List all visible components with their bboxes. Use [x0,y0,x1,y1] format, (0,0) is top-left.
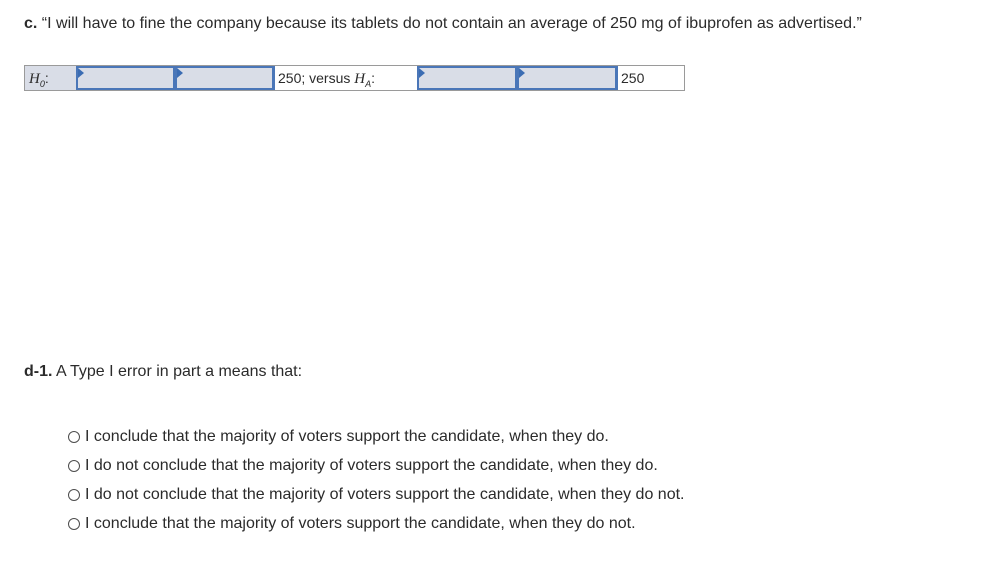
radio-button-icon[interactable] [68,518,80,530]
question-c [24,14,862,34]
h0-symbol: H [29,71,40,87]
answer-option[interactable] [68,451,684,480]
h0-parameter-dropdown[interactable] [76,66,175,90]
radio-button-icon[interactable] [68,460,80,472]
ha-symbol: H [354,71,366,87]
dropdown-arrow-icon [419,68,425,78]
ha-subscript: A [365,78,372,89]
dropdown-arrow-icon [519,68,525,78]
ha-parameter-dropdown[interactable] [417,66,517,90]
answer-option-label: I conclude that the majority of voters support the candidate, when they do not. [85,514,636,532]
answer-option-label: I do not conclude that the majority of voters support the candidate, when they do not. [85,485,685,503]
dropdown-arrow-icon [78,68,84,78]
answer-options [68,422,684,538]
answer-option[interactable] [68,422,684,451]
h0-subscript: 0 [39,78,45,89]
h0-operator-dropdown[interactable] [175,66,274,90]
radio-button-icon[interactable] [68,489,80,501]
dropdown-arrow-icon [177,68,183,78]
ha-operator-dropdown[interactable] [517,66,617,90]
radio-button-icon[interactable] [68,431,80,443]
h0-value-and-ha-label [274,66,417,90]
h0-label [25,66,76,90]
question-d1 [24,362,302,382]
answer-option-label: I conclude that the majority of voters support the candidate, when they do. [85,427,609,445]
question-c-text: “I will have to fine the company because its tablets do not contain an average of 250 mg of ibuprofen as advertised.” [41,15,862,32]
answer-option-label: I do not conclude that the majority of voters support the candidate, when they do. [85,456,658,474]
ha-value: 250 [617,66,684,90]
ha-colon: : [371,70,376,86]
answer-option[interactable] [68,480,684,509]
question-c-label: c. [24,15,38,32]
h0-colon: : [44,70,49,86]
h0-value: 250; versus [278,70,355,86]
answer-option[interactable] [68,509,684,538]
question-d1-text: A Type I error in part a means that: [56,363,303,380]
question-d1-label: d-1. [24,363,53,380]
hypothesis-row [24,65,685,91]
